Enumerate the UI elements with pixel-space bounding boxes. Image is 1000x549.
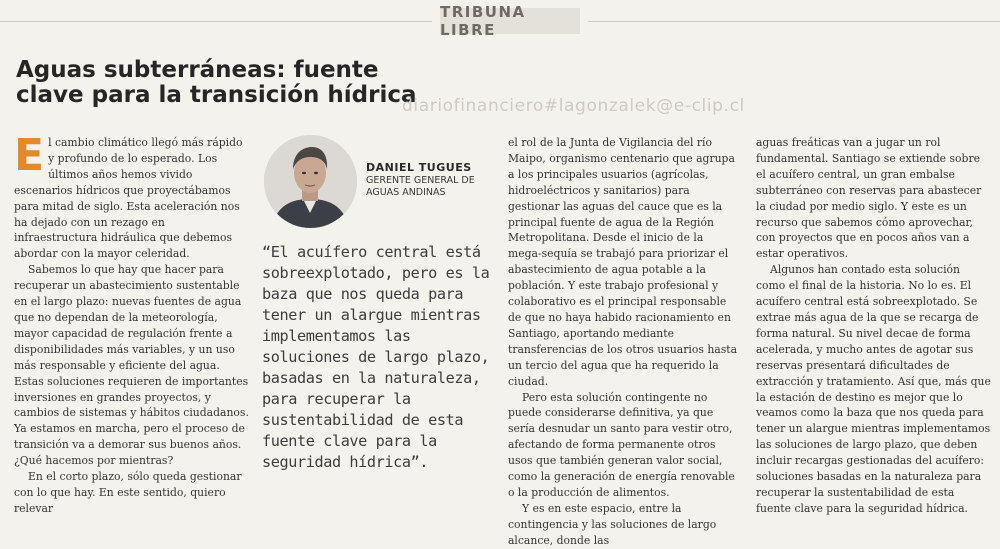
author-photo xyxy=(264,135,357,228)
paragraph: Pero esta solución contingente no puede considerarse definitiva, ya que sería desnudar un santo para vestir otro, afectando de forma permanente otros usos que también generan valor social, como la generación de energía renovable o la producción de alimentos. xyxy=(508,390,735,499)
paragraph: el rol de la Junta de Vigilancia del río Maipo, organismo centenario que agrupa a los principales usuarios (agrícolas, hidroeléctricos y sanitarios) para gestionar las aguas del cauce que es la principal fuente de agua de la Región Metropolitana. Desde el inicio de la mega-sequía se trabajó para priorizar el abastecimiento de agua potable a la población. Y este trabajo profesional y colaborativo es el principal responsable de que no haya habido racionamiento en Santiago, aportando mediante transferencias de los otros usuarios hasta un tercio del agua que ha requerido la ciudad. xyxy=(508,136,738,388)
section-rule-left xyxy=(0,21,432,22)
section-rule-right xyxy=(588,21,1000,22)
paragraph: Algunos han contado esta solución como el final de la historia. No lo es. El acuífero central está sobreexplotado. Se extrae más agua de la que se recarga de forma natural. Su nivel decae de forma acelerada, y mucho antes de agotar sus reservas presentará dificultades de extracción y tratamiento. Así que, más que la estación de destino es mejor que lo veamos como la baza que nos queda para tener un alargue mientras implementamos las soluciones de largo plazo, que deben incluir recargas gestionadas del acuífero: soluciones basadas en la naturaleza para recuperar la sustentabilidad de esta fuente clave para la seguridad hídrica. xyxy=(756,263,991,515)
article-column-4 xyxy=(756,135,992,517)
paragraph: Sabemos lo que hay que hacer para recuperar un abastecimiento sustentable en el largo plazo: nuevas fuentes de agua que no dependan de la meteorología, mayor capacidad de regulación frente a disponibilidades más variables, y un uso más responsable y eficiente del agua. Estas soluciones requieren de importantes inversiones en grandes proyectos, y cambios de sistemas y hábitos ciudadanos. Ya estamos en marcha, pero el proceso de transición va a demorar sus buenos años. ¿Qué hacemos por mientras? xyxy=(14,263,249,468)
article-column-1 xyxy=(14,130,250,517)
article-column-3 xyxy=(508,135,738,549)
author-name: DANIEL TUGUES xyxy=(366,161,472,174)
portrait-icon xyxy=(264,135,357,228)
paragraph: l cambio climático llegó más rápido y profundo de lo esperado. Los últimos años hemos vivido escenarios hídricos que proyectábamos para mitad de siglo. Esta aceleración nos ha dejado con un rezago en infraestructura hidráulica que debemos abordar con la mayor celeridad. xyxy=(14,136,243,261)
section-tag: TRIBUNA LIBRE xyxy=(440,8,580,34)
author-role: GERENTE GENERAL DE AGUAS ANDINAS xyxy=(366,175,475,198)
pull-quote: “El acuífero central está sobreexplotado, pero es la baza que nos queda para tener un alargue mientras implementamos las soluciones de largo plazo, basadas en la naturaleza, para recuperar la sustentabilidad de esta fuente clave para la seguridad hídrica”. xyxy=(262,243,490,471)
watermark: diariofinanciero#lagonzalek@e-clip.cl xyxy=(402,96,745,116)
paragraph: En el corto plazo, sólo queda gestionar con lo que hay. En este sentido, quiero relevar xyxy=(14,470,242,515)
article-headline: Aguas subterráneas: fuente clave para la transición hídrica xyxy=(16,57,417,108)
paragraph: Y es en este espacio, entre la contingencia y las soluciones de largo alcance, donde las xyxy=(508,501,717,547)
drop-cap: E xyxy=(14,130,45,181)
paragraph: aguas freáticas van a jugar un rol fundamental. Santiago se extiende sobre el acuífero central, un gran embalse subterráneo con reservas para abastecer la ciudad por medio siglo. Y este es un recurso que sabemos cómo aprovechar, con proyectos que en pocos años van a estar operativos. xyxy=(756,136,982,261)
